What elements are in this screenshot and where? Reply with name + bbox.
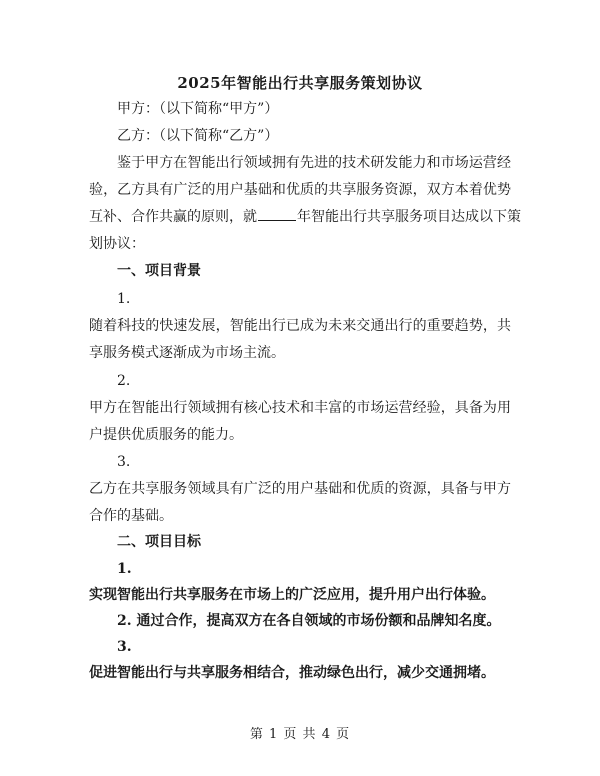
section-2-item-3-line-1: 促进智能出行与共享服务相结合，推动绿色出行，减少交通拥堵。: [89, 665, 495, 681]
section-1-item-1-number: 1.: [117, 291, 131, 307]
section-1-item-1-line-2: 享服务模式逐渐成为市场主流。: [89, 345, 285, 361]
preamble-line-4: 划协议：: [89, 236, 145, 252]
preamble-line-2: 验，乙方具有广泛的用户基础和优质的共享服务资源，双方本着优势: [89, 182, 511, 198]
section-1-item-2-line-2: 户提供优质服务的能力。: [89, 427, 243, 443]
page-footer: 第 1 页 共 4 页: [249, 727, 351, 742]
preamble-line-3-end: 年智能出行共享服务项目达成以下策: [297, 209, 521, 225]
section-2-heading: 二、项目目标: [117, 534, 201, 550]
section-1-heading: 一、项目背景: [117, 263, 201, 279]
section-1-item-2-line-1: 甲方在智能出行领域拥有核心技术和丰富的市场运营经验，具备为用: [89, 400, 511, 416]
party-b-line: 乙方：（以下简称“乙方”）: [117, 128, 279, 144]
year-blank: [258, 205, 296, 221]
section-1-item-3-line-2: 合作的基础。: [89, 508, 173, 524]
preamble-line-1: 鉴于甲方在智能出行领域拥有先进的技术研发能力和市场运营经: [117, 155, 511, 171]
section-2-item-1-line-1: 实现智能出行共享服务在市场上的广泛应用，提升用户出行体验。: [89, 587, 495, 603]
section-2-item-1-number: 1.: [117, 561, 132, 577]
section-1-item-3-number: 3.: [117, 454, 131, 470]
section-2-item-3-number: 3.: [117, 639, 132, 655]
preamble-line-3: [89, 205, 521, 229]
section-1-item-3-line-1: 乙方在共享服务领域具有广泛的用户基础和优质的资源，具备与甲方: [89, 481, 511, 497]
preamble-line-3-start: 互补、合作共赢的原则，就: [89, 209, 257, 225]
section-1-item-1-line-1: 随着科技的快速发展，智能出行已成为未来交通出行的重要趋势，共: [89, 318, 511, 334]
section-2-item-2-line-1: 2. 通过合作，提高双方在各自领域的市场份额和品牌知名度。: [117, 613, 501, 629]
party-a-line: 甲方：（以下简称“甲方”）: [117, 101, 279, 117]
section-1-item-2-number: 2.: [117, 373, 131, 389]
document-title: 2025年智能出行共享服务策划协议: [177, 74, 423, 92]
